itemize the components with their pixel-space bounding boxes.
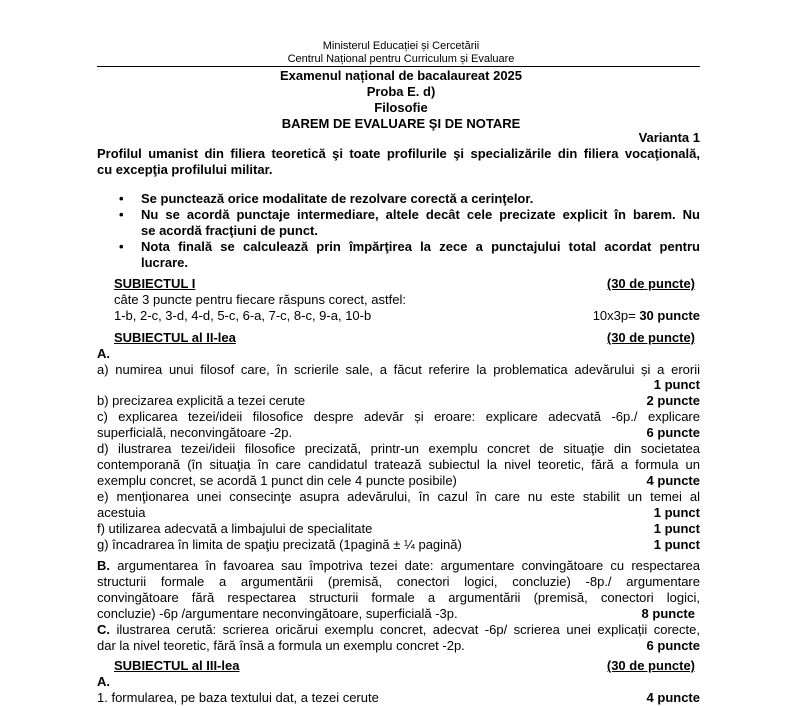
item-d-points: 4 puncte (646, 473, 700, 488)
section-b-text: argumentarea în favoarea sau împotriva tezei date: argumentare convingătoare cu respectarea (110, 558, 700, 573)
rule-3-line-2: lucrare. (141, 255, 188, 270)
item-b-points: 2 puncte (646, 393, 700, 408)
rule-2-line-2: se acordă fracţiuni de punct. (141, 223, 318, 238)
item-e-points: 1 punct (653, 505, 700, 520)
rule-2-line-1: Nu se acordă punctaje intermediare, altele decât cele precizate explicit în barem. Nu (141, 207, 700, 222)
bullet-icon: • (119, 191, 124, 206)
subject-1-instructions: câte 3 puncte pentru fiecare răspuns corect, astfel: (114, 292, 406, 307)
proba-title: Proba E. d) (366, 84, 436, 99)
item-d-line-2: contemporană (în situaţia în care candidatul tratează subiectul la nivel teoretic, fără a formula un (97, 457, 700, 472)
subject-1-answers: 1-b, 2-c, 3-d, 4-d, 5-c, 6-a, 7-c, 8-c, 9-a, 10-b (114, 308, 372, 323)
item-c-points: 6 puncte (646, 425, 700, 440)
item-f-points: 1 punct (653, 521, 700, 536)
subject-3-points: (30 de puncte) (606, 658, 695, 673)
item-g-points: 1 punct (653, 537, 700, 552)
section-b-line-2: structurii formale a argumentării (premisă, conectori logici, concluzie) -8p./ argumentare (97, 574, 700, 589)
ministry-name: Ministerul Educației și Cercetării (322, 40, 480, 52)
profile-line-1: Profilul umanist din filiera teoretică şi toate profilurile şi specializările din filiera vocaţională, (97, 146, 700, 161)
item-e-line-2: acestuia (97, 505, 146, 520)
exam-title: Examenul național de bacalaureat 2025 (279, 68, 523, 83)
section-c-text: ilustrarea cerută: scrierea oricărui exemplu concret, adecvat -6p/ scrierea unei explicații corecte, (110, 622, 700, 637)
barem-title: BAREM DE EVALUARE ŞI DE NOTARE (281, 116, 521, 131)
subject-2-title: SUBIECTUL al II-lea (114, 330, 236, 345)
subject-1-title: SUBIECTUL I (114, 276, 196, 291)
section-c-line-2: dar la nivel teoretic, fără însă a formula un exemplu concret -2p. (97, 638, 465, 653)
bullet-icon: • (119, 207, 124, 222)
item-f: f) utilizarea adecvată a limbajului de specialitate (97, 521, 373, 536)
variant-label: Varianta 1 (638, 130, 700, 145)
subject-title: Filosofie (374, 100, 428, 115)
section-c-points: 6 puncte (646, 638, 700, 653)
item-c-line-1: c) explicarea tezei/ideii filosofice despre adevăr și eroare: explicare adecvată -6p./ explicare (97, 409, 700, 424)
center-name: Centrul Național pentru Curriculum și Evaluare (287, 53, 515, 65)
item-e-line-1: e) menţionarea unei consecinţe asupra adevărului, în cazul în care nu este stabilit un temei al (97, 489, 700, 504)
item-g: g) încadrarea în limita de spaţiu precizată (1pagină ± ¼ pagină) (97, 537, 462, 552)
subject-3-section-a-label: A. (97, 674, 110, 689)
header-rule (97, 66, 700, 67)
item-a-points: 1 punct (653, 377, 700, 392)
subject-1-score (540, 308, 700, 324)
profile-line-2: cu excepţia profilului militar. (97, 162, 273, 177)
score-formula: 10x3p= (592, 308, 640, 323)
rule-3-line-1: Nota finală se calculează prin împărţirea la zece a punctajului total acordat pentru (141, 239, 700, 254)
section-c-line-1 (97, 622, 700, 638)
section-b-line-1 (97, 558, 700, 574)
subject-3-item-1: 1. formularea, pe baza textului dat, a tezei cerute (97, 690, 379, 705)
section-c-label: C. (97, 622, 110, 637)
subject-3-item-1-points: 4 puncte (646, 690, 700, 705)
subject-3-title: SUBIECTUL al III-lea (114, 658, 240, 673)
rule-1: Se punctează orice modalitate de rezolvare corectă a cerinţelor. (141, 191, 534, 206)
item-d-line-1: d) ilustrarea tezei/ideii filosofice precizată, printr-un exemplu concret de situaţie din societatea (97, 441, 700, 456)
section-a-label: A. (97, 346, 110, 361)
subject-1-points: (30 de puncte) (606, 276, 695, 291)
section-b-label: B. (97, 558, 110, 573)
section-b-line-3: convingătoare fără respectarea structurii formale a argumentării (premisă, conectori logici, (97, 590, 700, 605)
section-b-line-4: concluzie) -6p /argumentare neconvingătoare, superficială -3p. (97, 606, 458, 621)
score-total: 30 puncte (639, 308, 700, 323)
item-d-line-3: exemplu concret, se acordă 1 punct din cele 4 puncte posibile) (97, 473, 457, 488)
section-b-points: 8 puncte (641, 606, 695, 621)
item-b: b) precizarea explicită a tezei cerute (97, 393, 306, 408)
bullet-icon: • (119, 239, 124, 254)
item-a: a) numirea unui filosof care, în scrierile sale, a făcut referire la problematica adevărului și a erorii (97, 362, 700, 377)
subject-2-points: (30 de puncte) (606, 330, 695, 345)
item-c-line-2: superficială, neconvingătoare -2p. (97, 425, 293, 440)
